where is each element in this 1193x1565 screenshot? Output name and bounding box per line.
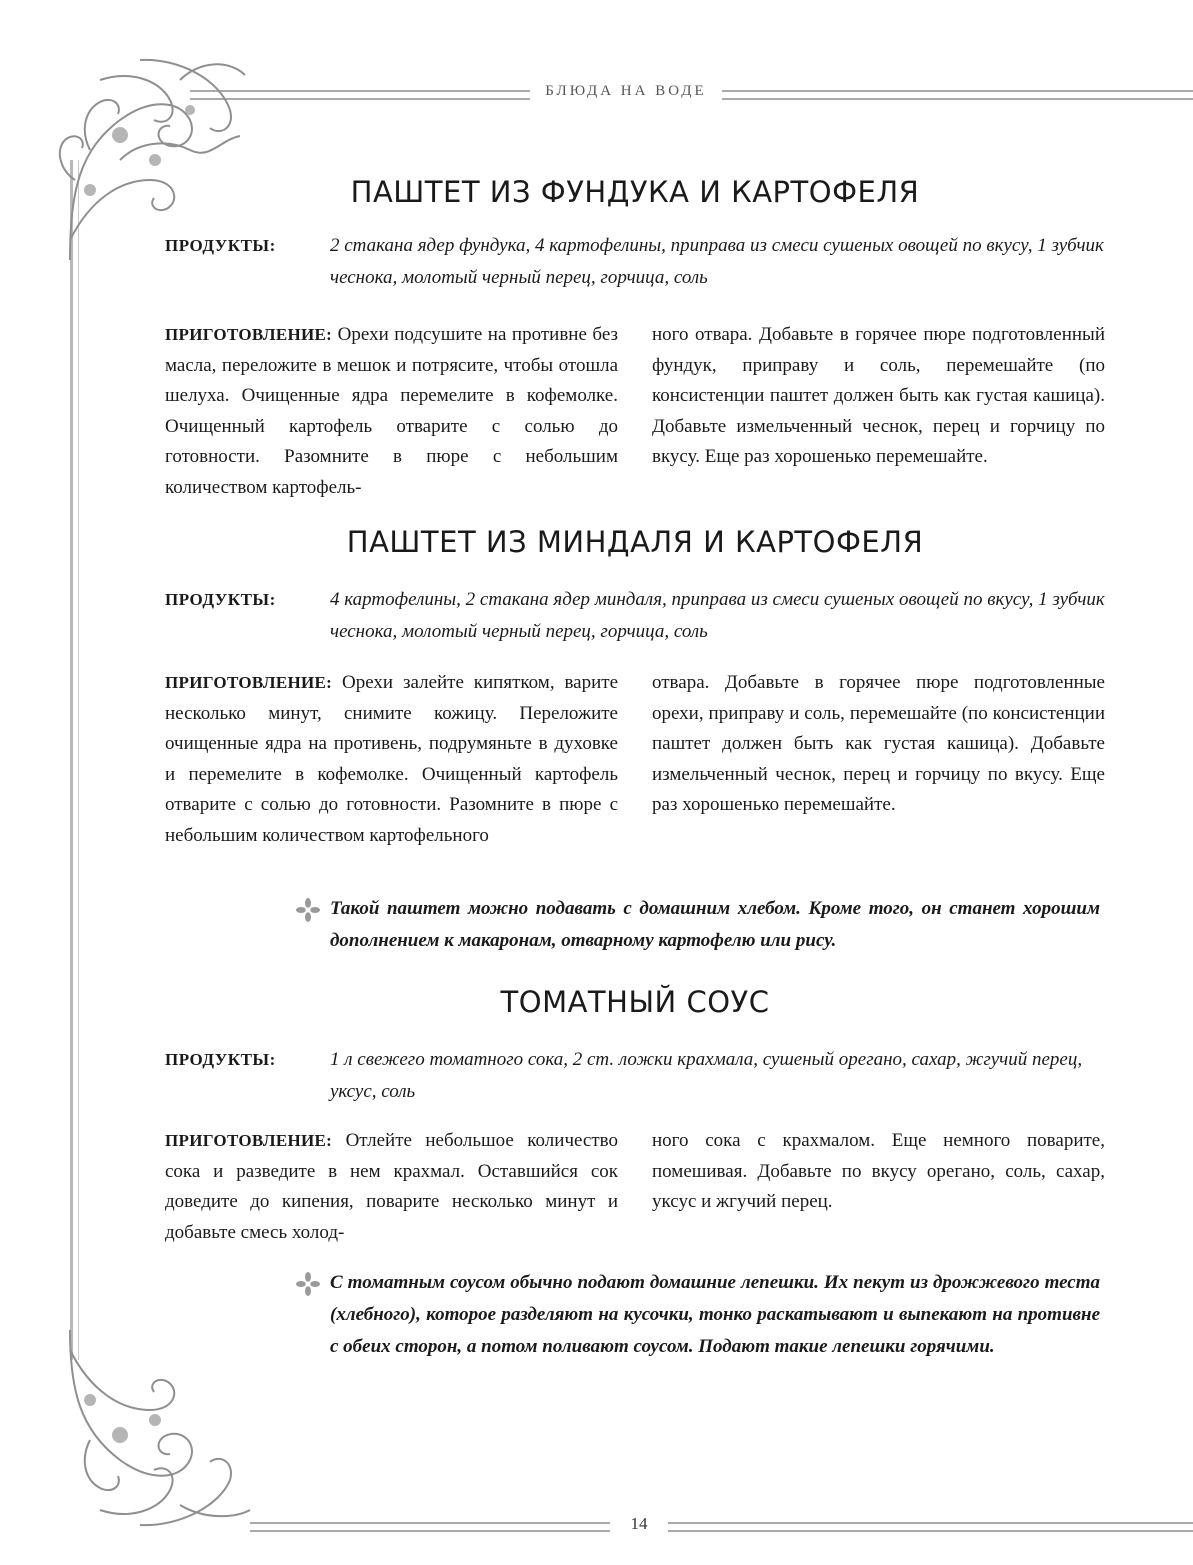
bottom-rule-left (250, 1522, 610, 1532)
serving-note: Такой паштет можно подавать с домашним хлебом. Кроме того, он станет хорошим дополнением к макаронам, отварному картофелю или рису. (330, 898, 1100, 951)
prep-text-left (165, 320, 618, 503)
flower-ornament-icon (296, 1272, 320, 1296)
products-label: ПРОДУКТЫ: (165, 590, 276, 609)
recipe-title: ПАШТЕТ ИЗ ФУНДУКА И КАРТОФЕЛЯ (350, 175, 920, 209)
prep-text-right: отвара. Добавьте в горячее пюре подготовленные орехи, приправу и соль, перемешайте (по консистенции паштет должен быть как густая кашица). Добавьте измельченный чеснок, перец и горчицу по вкусу. Еще раз хорошенько перемешайте. (652, 672, 1105, 815)
products-list: 2 стакана ядер фундука, 4 картофелины, приправа из смеси сушеных овощей по вкусу, 1 зубчик чеснока, молотый черный перец, горчица, соль (330, 235, 1104, 288)
prep-text: Орехи подсушите на противне без масла, переложите в мешок и потрясите, чтобы отошла шелуха. Очищенные ядра перемелите в кофемолке. Очищенный картофель отварите с солью до готовности. Разомните в пюре с небольшим количеством картофель- (165, 324, 618, 498)
prep-text: Отлейте небольшое количество сока и разведите в нем крахмал. Оставшийся сок доведите до кипения, поварите несколько минут и добавьте смесь холод- (165, 1130, 618, 1243)
products-label: ПРОДУКТЫ: (165, 1050, 276, 1069)
page-number: 14 (630, 1514, 648, 1533)
running-head: БЛЮДА НА ВОДЕ (545, 83, 707, 99)
floral-corner-ornament-icon (30, 1330, 260, 1530)
frame-left-line-inner (78, 160, 79, 1360)
prep-text: Орехи залейте кипятком, варите несколько минут, снимите кожицу. Переложите очищенные ядра на противень, подрумяньте в духовке и перемелите в кофемолке. Очищенный картофель отварите с солью до готовности. Разомните в пюре с небольшим количеством картофельного (165, 672, 619, 846)
products-list: 1 л свежего томатного сока, 2 ст. ложки крахмала, сушеный орегано, сахар, жгучий перец, уксус, соль (330, 1049, 1083, 1102)
prep-label: ПРИГОТОВЛЕНИЕ: (165, 325, 333, 344)
prep-text-left (165, 668, 618, 851)
frame-left-line (70, 160, 73, 1360)
top-rule-right (722, 90, 1193, 100)
products-list: 4 картофелины, 2 стакана ядер миндаля, приправа из смеси сушеных овощей по вкусу, 1 зубчик чеснока, молотый черный перец, горчица, соль (330, 589, 1105, 642)
recipe-title: ТОМАТНЫЙ СОУС (500, 985, 770, 1019)
prep-label: ПРИГОТОВЛЕНИЕ: (165, 673, 333, 692)
recipe-title: ПАШТЕТ ИЗ МИНДАЛЯ И КАРТОФЕЛЯ (346, 525, 924, 559)
prep-text-left (165, 1126, 618, 1248)
prep-label: ПРИГОТОВЛЕНИЕ: (165, 1131, 333, 1150)
prep-text-right: ного отвара. Добавьте в горячее пюре подготовленный фундук, приправу и соль, перемешайте (по консистенции паштет должен быть как густая кашица). Добавьте измельченный чеснок, перец и горчицу по вкусу. Еще раз хорошенько перемешайте. (652, 324, 1105, 467)
bottom-rule-right (668, 1522, 1193, 1532)
products-label: ПРОДУКТЫ: (165, 236, 276, 255)
flower-ornament-icon (296, 898, 320, 922)
prep-text-right: ного сока с крахмалом. Еще немного поварите, помешивая. Добавьте по вкусу орегано, соль, сахар, уксус и жгучий перец. (652, 1130, 1105, 1212)
serving-note: С томатным соусом обычно подают домашние лепешки. Их пекут из дрожжевого теста (хлебного), которое разделяют на кусочки, тонко раскатывают и выпекают на противне с обеих сторон, а потом поливают соусом. Подают такие лепешки горячими. (330, 1272, 1100, 1357)
